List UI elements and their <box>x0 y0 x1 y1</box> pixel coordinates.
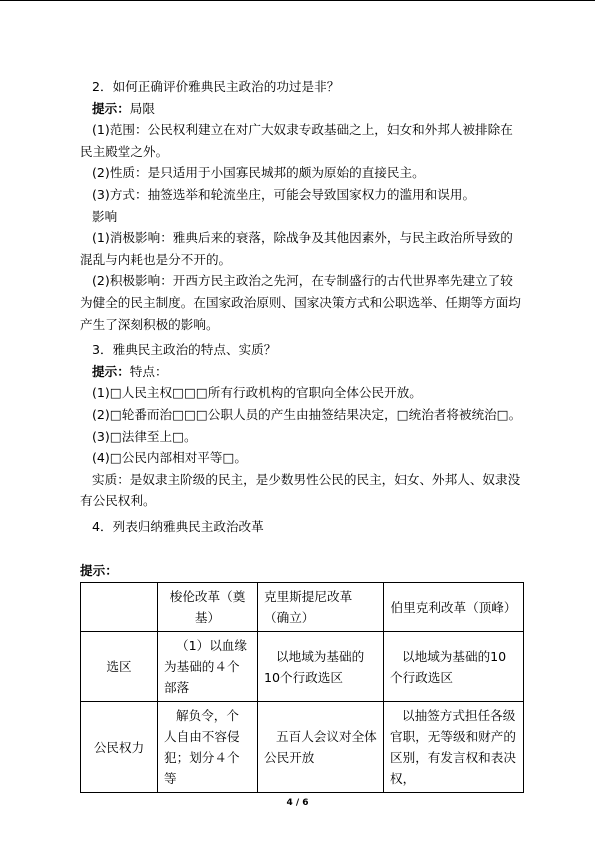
hint-4-label: 提示： <box>80 563 118 579</box>
q2-item-1: (1)范围：公民权利建立在对广大奴隶专政基础之上，妇女和外邦人被排除在民主殿堂之外。 <box>80 122 513 159</box>
hint-label: 提示： <box>92 363 130 379</box>
influence-label: 影响 <box>92 208 118 224</box>
table-cell: 公民权力 <box>81 702 158 793</box>
q3-item-2: (2)□轮番而治□□□公职人员的产生由抽签结果决定，□统治者将被统治□。 <box>92 406 522 422</box>
table-cell: 以地域为基础的10个行政选区 <box>258 632 384 702</box>
table-header-cell: 克里斯提尼改革（确立） <box>258 583 384 632</box>
hint-2 <box>80 98 523 120</box>
hint-label: 提示： <box>92 100 130 116</box>
table-header-row <box>81 583 524 632</box>
q2-item-2: (2)性质：是只适用于小国寡民城邦的颇为原始的直接民主。 <box>92 165 425 181</box>
table-cell: 以抽签方式担任各级官职，无等级和财产的区别，有发言权和表决权， <box>384 702 524 793</box>
table-cell: 五百人会议对全体公民开放 <box>258 702 384 793</box>
page-content <box>80 76 523 793</box>
question-3-title: 3．雅典民主政治的特点、实质？ <box>92 342 277 358</box>
hint-text: 特点： <box>129 363 168 379</box>
influence-item-2: (2)积极影响：开西方民主政治之先河，在专制盛行的古代世界率先建立了较为健全的民主制度。在国家政治原则、国家决策方式和公职选举、任期等方面均产生了深刻积极的影响。 <box>80 273 521 332</box>
q3-item-3: (3)□法律至上□。 <box>92 428 197 444</box>
top-rule <box>0 0 595 1</box>
question-4-title: 4．列表归纳雅典民主政治改革 <box>92 518 264 534</box>
table-header-cell: 梭伦改革（奠基） <box>158 583 258 632</box>
table-cell: （1）以血缘为基础的４个部落 <box>158 632 258 702</box>
table-header-cell <box>81 583 158 632</box>
q2-item-3: (3)方式：抽签选举和轮流坐庄，可能会导致国家权力的滥用和误用。 <box>92 186 476 202</box>
table-cell: 选区 <box>81 632 158 702</box>
q3-essence: 实质：是奴隶主阶级的民主，是少数男性公民的民主，妇女、外邦人、奴隶没有公民权利。 <box>80 471 521 509</box>
table-cell: 以地域为基础的10个行政选区 <box>384 632 524 702</box>
influence-item-1: (1)消极影响：雅典后来的衰落，除战争及其他因素外，与民主政治所导致的混乱与内耗也是分不开的。 <box>80 230 513 267</box>
hint-3 <box>80 361 523 383</box>
hint-text: 局限 <box>129 100 155 116</box>
page-number: 4 / 6 <box>286 798 309 808</box>
question-2-title: 2．如何正确评价雅典民主政治的功过是非？ <box>92 79 340 94</box>
table-header-cell: 伯里克利改革（顶峰） <box>384 583 524 632</box>
reform-table <box>80 582 524 793</box>
table-row <box>81 632 524 702</box>
table-cell: 解负令，个人自由不容侵犯；划分４个等 <box>158 702 258 793</box>
table-row <box>81 702 524 793</box>
q3-item-4: (4)□公民内部相对平等□。 <box>92 450 247 466</box>
q3-item-1: (1)□人民主权□□□所有行政机构的官职向全体公民开放。 <box>92 385 422 401</box>
